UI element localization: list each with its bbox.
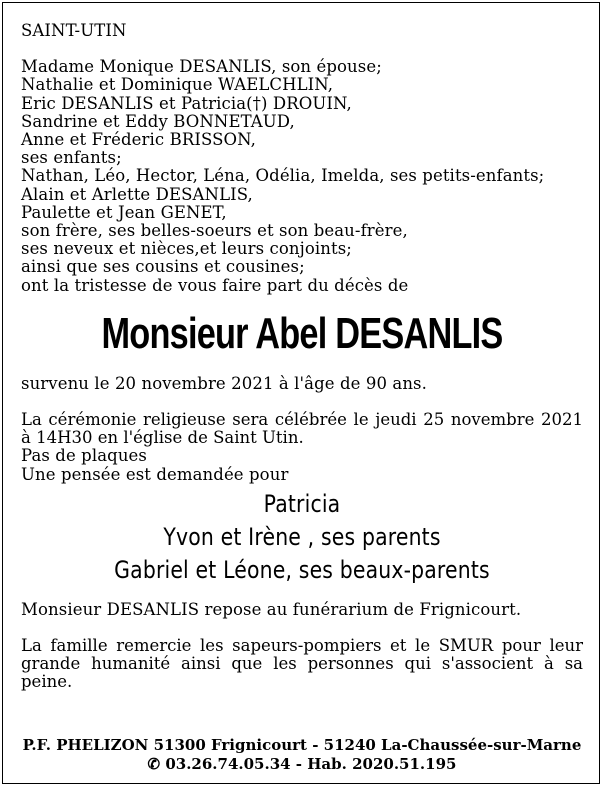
remembered-line: Yvon et Irène , ses parents xyxy=(163,522,441,551)
family-line: Paulette et Jean GENET, xyxy=(21,202,227,222)
family-line: Nathalie et Dominique WAELCHLIN, xyxy=(21,75,334,95)
family-line: ses enfants; xyxy=(21,148,122,168)
spacer xyxy=(21,40,583,58)
rest-text: Monsieur DESANLIS repose au funérarium de Frignicourt. xyxy=(21,599,522,619)
spacer xyxy=(21,587,583,601)
deceased-name: Monsieur Abel DESANLIS xyxy=(101,308,503,358)
remembered-line: Patricia xyxy=(263,489,341,518)
funeral-home-address: P.F. PHELIZON 51300 Frignicourt - 51240 La-Chaussée-sur-Marne xyxy=(22,736,582,754)
remembered-list xyxy=(21,488,583,587)
ceremony-text: La cérémonie religieuse sera célébrée le jeudi 25 novembre 2021 à 14H30 en l'église de Saint Utin. xyxy=(21,410,583,448)
family-line: Madame Monique DESANLIS, son épouse; xyxy=(21,57,382,77)
family-line: son frère, ses belles-soeurs et son beau-frère, xyxy=(21,221,408,241)
family-line: Nathan, Léo, Hector, Léna, Odélia, Imelda, ses petits-enfants; xyxy=(21,166,545,186)
family-line: Sandrine et Eddy BONNETAUD, xyxy=(21,111,295,131)
thought-request: Une pensée est demandée pour xyxy=(21,464,289,484)
family-line: Anne et Fréderic BRISSON, xyxy=(21,130,256,150)
funeral-home-footer xyxy=(0,736,604,774)
family-list xyxy=(21,58,583,295)
remembered-line: Gabriel et Léone, ses beaux-parents xyxy=(114,555,490,584)
deceased-date: survenu le 20 novembre 2021 à l'âge de 90 ans. xyxy=(21,373,427,393)
family-line: Alain et Arlette DESANLIS, xyxy=(21,184,253,204)
family-line: ainsi que ses cousins et cousines; xyxy=(21,257,305,277)
family-line: ont la tristesse de vous faire part du décès de xyxy=(21,275,409,295)
funeral-home-phone: ✆ 03.26.74.05.34 - Hab. 2020.51.195 xyxy=(147,755,457,773)
family-line: ses neveux et nièces,et leurs conjoints; xyxy=(21,239,352,259)
no-plaques: Pas de plaques xyxy=(21,446,147,466)
spacer xyxy=(21,619,583,637)
town-header: SAINT-UTIN xyxy=(21,21,127,40)
family-line: Eric DESANLIS et Patricia(†) DROUIN, xyxy=(21,93,352,113)
obituary-content xyxy=(21,22,583,692)
thanks-text: La famille remercie les sapeurs-pompiers et le SMUR pour leur grande humanité ainsi que les personnes qui s'associent à sa peine. xyxy=(21,636,583,692)
spacer xyxy=(21,393,583,411)
